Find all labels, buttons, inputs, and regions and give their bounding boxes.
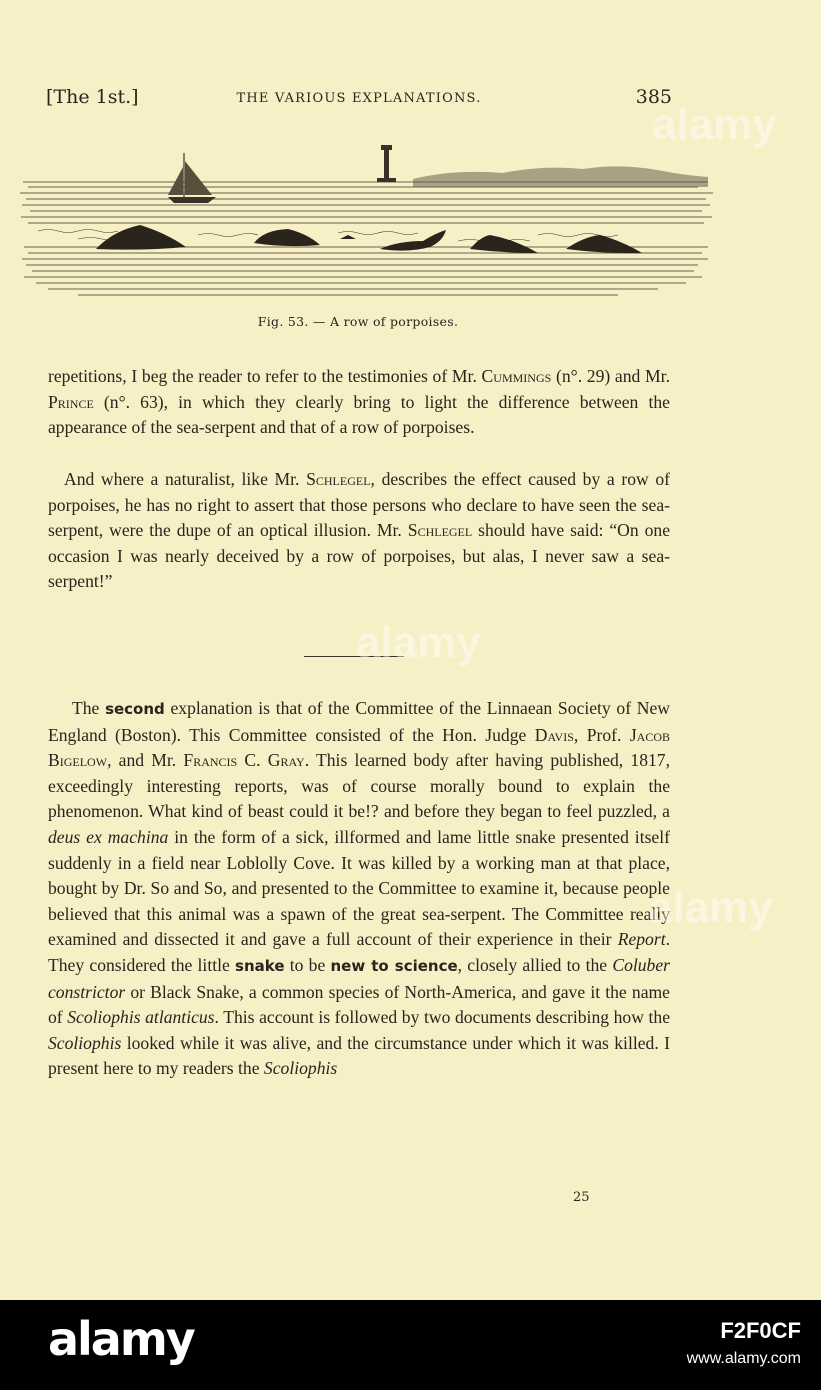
emphasis-italic: deus ex machina: [48, 826, 169, 847]
header-title: THE VARIOUS EXPLANATIONS.: [236, 91, 482, 106]
watermark: alamy: [652, 100, 777, 149]
figure-caption: Fig. 53. — A row of porpoises.: [257, 314, 459, 329]
porpoise-3: [380, 230, 446, 251]
watermark: alamy: [356, 618, 481, 667]
porpoise-4: [470, 235, 538, 253]
paragraph-2: And where a naturalist, like Mr. Schlegel, describes the effect caused by a row of porpoises, he has no right to assert that those persons who declare to have seen the sea-serpent, were the dupe of an optical illusion. Mr. Schlegel should have said: “On one occasion I was nearly deceived by a row of porpoises, but alas, I never saw a sea-serpent!”: [48, 469, 670, 592]
porpoises-engraving: [18, 135, 718, 305]
person-name: Jacob Bigelow: [48, 724, 670, 771]
stock-footer-bar: [0, 1300, 821, 1390]
header-section-label: [The 1st.]: [46, 86, 139, 108]
running-header: [46, 86, 672, 114]
person-name: Schlegel: [407, 520, 473, 541]
page-number: 385: [635, 86, 672, 108]
watermark: alamy: [648, 883, 773, 932]
signature-mark: 25: [573, 1190, 590, 1205]
paragraph-3: The second explanation is that of the Committee of the Linnaean Society of New England (Boston). This Committee consisted of the Hon. Judge Davis, Prof. Jacob Bigelow, and Mr. Francis C. Gray. This learned body after having published, 1817, exceedingly interesting reports, was of course morally bound to explain the phenomenon. What kind of beast could it be!? and before they began to feel puzzled, a deus ex machina in the form of a sick, illformed and lame little snake presented itself suddenly in a field near Loblolly Cove. It was killed by a working man at that place, bought by Dr. So and So, and presented to the Committee to examine it, because people believed that this animal was a spawn of the great sea-serpent. The Committee really examined and dissected it and gave a full account of their experience in their Report. They considered the little snake to be new to science, closely allied to the Coluber constrictor or Black Snake, a common species of North-America, and gave it the name of Scoliophis atlanticus. This account is followed by two documents describing how the Scoliophis looked while it was alive, and the circumstance under which it was killed. I present here to my readers the Scoliophis: [48, 698, 670, 1079]
porpoises: [96, 225, 642, 253]
emphasis-italic: Coluber constrictor: [48, 954, 670, 1002]
alamy-logo: alamy: [48, 1312, 194, 1366]
person-name: Prince: [48, 391, 94, 412]
person-name: Francis C. Gray: [183, 750, 305, 771]
sailing-boat: [168, 153, 216, 203]
person-name: Cummings: [481, 366, 552, 386]
porpoise-splash: [340, 235, 356, 239]
porpoise-2: [254, 229, 320, 246]
image-id: F2F0CF: [720, 1318, 801, 1343]
emphasis-italic: Scoliophis: [48, 1032, 122, 1053]
emphasis-bold: new to science: [330, 956, 458, 975]
emphasis-italic: Scoliophis: [263, 1058, 338, 1079]
lighthouse: [377, 145, 396, 182]
porpoise-1: [96, 225, 186, 250]
emphasis-bold: second: [105, 700, 165, 718]
emphasis-italic: Scoliophis atlanticus: [67, 1007, 215, 1028]
person-name: Schlegel: [306, 469, 371, 489]
distant-coastline: [413, 166, 708, 187]
person-name: Davis: [534, 724, 574, 745]
porpoise-5: [566, 235, 642, 253]
paragraph-1: repetitions, I beg the reader to refer to the testimonies of Mr. Cummings (n°. 29) and Mr. Prince (n°. 63), in which they clearly bring to light the difference between the appearance of the sea-serpent and that of a row of porpoises.: [48, 366, 670, 438]
emphasis-italic: Report: [617, 929, 666, 950]
site-url: www.alamy.com: [686, 1350, 801, 1367]
emphasis-bold: snake: [235, 956, 285, 975]
